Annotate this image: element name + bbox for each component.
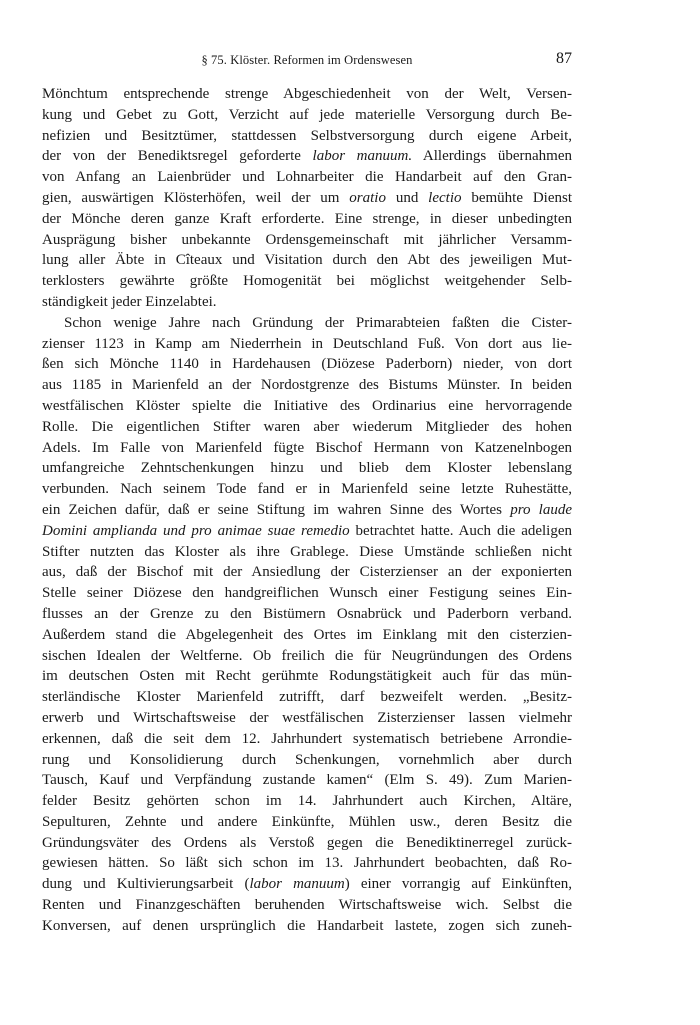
text-line [42,417,572,438]
text-run: terklosters gewährte größte Homogenität bei möglichst weitgehender Selb- [42,273,572,290]
text-line [42,354,572,375]
text-run: nefizien und Besitztümer, stattdessen Selbstversorgung durch eigene Arbeit, [42,127,572,144]
text-run: westfälischen Klöster spielte die Initiative des Ordinarius eine hervorragende [42,397,572,414]
text-line [42,230,572,251]
text-run: betrachtet hatte. Auch die adeligen [349,522,572,539]
text-line [42,750,572,771]
text-run: gewiesen hätten. So läßt sich schon im 13. Jahrhundert beobachten, daß Ro- [42,855,572,872]
text-line [42,500,572,521]
text-line [42,666,572,687]
italic-term: Domini amplianda und pro animae suae remedio [42,522,350,539]
page-number: 87 [556,50,572,67]
text-run: flusses an der Grenze zu den Bistümern Osnabrück und Paderborn verband. [42,605,572,622]
text-run: erkennen, daß die seit dem 12. Jahrhundert systematisch betriebene Arrondie- [42,730,572,747]
text-line [42,292,572,313]
text-run: ) einer vorrangig auf Einkünften, [344,876,572,893]
text-run: aus, daß der Bischof mit der Ansiedlung der Cisterzienser an der exponierten [42,564,572,581]
text-line [42,167,572,188]
body-text [42,84,572,937]
text-line [42,562,572,583]
text-line [42,458,572,479]
text-run: Rolle. Die eigentlichen Stifter waren aber wiederum Mitglieder des hohen [42,418,572,435]
text-line [42,791,572,812]
text-run: im deutschen Osten mit Recht gerühmte Rodungstätigkeit auch für das mün- [42,668,572,685]
running-head [42,50,572,70]
italic-term: oratio [349,189,386,206]
text-run: bemühte Dienst [461,189,572,206]
text-run: Mönchtum entsprechende strenge Abgeschiedenheit von der Welt, Versen- [42,86,572,102]
text-line [42,708,572,729]
text-run: ständigkeit jeder Einzelabtei. [42,293,217,310]
text-line [42,250,572,271]
text-line [42,583,572,604]
text-run: der Mönche deren ganze Kraft erforderte. Eine strenge, in dieser unbedingten [42,210,572,227]
text-line [42,313,572,334]
text-run: gien, auswärtigen Klösterhöfen, weil der um [42,189,350,206]
text-run: Tausch, Kauf und Verpfändung zustande kamen“ (Elm S. 49). Zum Marien- [42,772,572,789]
text-run: sterländische Kloster Marienfeld zutrifft, darf bezweifelt werden. „Besitz- [42,689,572,706]
text-line [42,604,572,625]
text-line [42,334,572,355]
text-line [42,687,572,708]
text-line [42,770,572,791]
text-line [42,646,572,667]
text-line [42,729,572,750]
text-line [42,375,572,396]
text-run: Stelle seiner Diözese den handgreiflichen Wunsch einer Festigung seines Ein- [42,585,572,602]
text-run: Stifter nutzten das Kloster als ihre Grablege. Diese Umstände schließen nicht [42,543,572,560]
text-run: zienser 1123 in Kamp am Niederrhein in Deutschland Fuß. Von dort aus lie- [42,335,572,352]
text-line [42,188,572,209]
text-run: Schon wenige Jahre nach Gründung der Primarabteien faßten die Cister- [64,314,572,331]
text-run: von Anfang an Laienbrüder und Lohnarbeiter die Handarbeit auf den Gran- [42,169,572,186]
text-run: kung und Gebet zu Gott, Verzicht auf jede materielle Versorgung durch Be- [42,106,572,123]
text-line [42,812,572,833]
text-line [42,84,572,105]
text-run: und [385,189,429,206]
italic-term: labor manuum [249,876,345,893]
text-line [42,521,572,542]
text-run: dung und Kultivierungsarbeit ( [42,876,250,893]
italic-term: pro laude [510,501,573,518]
text-line [42,625,572,646]
text-run: verbunden. Nach seinem Tode fand er in Marienfeld seine letzte Ruhestätte, [42,481,572,498]
text-run: umfangreiche Zehntschenkungen hinzu und blieb dem Kloster lebenslang [42,460,572,477]
text-run: erwerb und Wirtschaftsweise der westfälischen Zisterzienser lassen vielmehr [42,709,572,726]
text-run: ßen sich Mönche 1140 in Hardehausen (Diözese Paderborn) nieder, von dort [42,356,572,373]
text-run: Außerdem stand die Abgelegenheit des Ortes im Einklang mit den cisterzien- [42,626,572,643]
text-run: Gründungsväter des Ordens als Verstoß gegen die Benediktinerregel zurück- [42,834,572,851]
text-run: ein Zeichen dafür, daß er seine Stiftung im wahren Sinne des Wortes [42,501,511,518]
text-line [42,916,572,937]
text-line [42,853,572,874]
text-run: felder Besitz gehörten schon im 14. Jahrhundert auch Kirchen, Altäre, [42,793,572,810]
text-run: der von der Benediktsregel geforderte [42,148,313,165]
text-line [42,438,572,459]
text-run: Adels. Im Falle von Marienfeld fügte Bischof Hermann von Katzenelnbogen [42,439,572,456]
text-line [42,126,572,147]
text-line [42,895,572,916]
text-run: Sepulturen, Zehnte und andere Einkünfte, Mühlen usw., deren Besitz die [42,813,572,830]
text-run: Ausprägung bisher unbekannte Ordensgemeinschaft mit jährlicher Versamm- [42,231,572,248]
text-line [42,271,572,292]
text-run: Allerdings übernahmen [412,148,573,165]
text-line [42,146,572,167]
text-line [42,105,572,126]
italic-term: labor manuum. [312,148,413,165]
text-run: Renten und Finanzgeschäften beruhenden Wirtschaftsweise wich. Selbst die [42,897,572,914]
text-line [42,874,572,895]
text-line [42,542,572,563]
text-run: rung und Konsolidierung durch Schenkungen, vornehmlich aber durch [42,751,572,768]
text-run: sischen Idealen der Weltferne. Ob freilich die für Neugründungen des Ordens [42,647,572,664]
text-run: Konversen, auf denen ursprünglich die Handarbeit lastete, zogen sich zuneh- [42,917,572,934]
text-line [42,396,572,417]
italic-term: lectio [428,189,462,206]
text-run: lung aller Äbte in Cîteaux und Visitation durch den Abt des jeweiligen Mut- [42,252,572,269]
text-line [42,209,572,230]
text-run: aus 1185 in Marienfeld an der Nordostgrenze des Bistums Münster. In beiden [42,377,572,394]
text-line [42,833,572,854]
running-title: § 75. Klöster. Reformen im Ordenswesen [201,53,413,67]
text-line [42,479,572,500]
